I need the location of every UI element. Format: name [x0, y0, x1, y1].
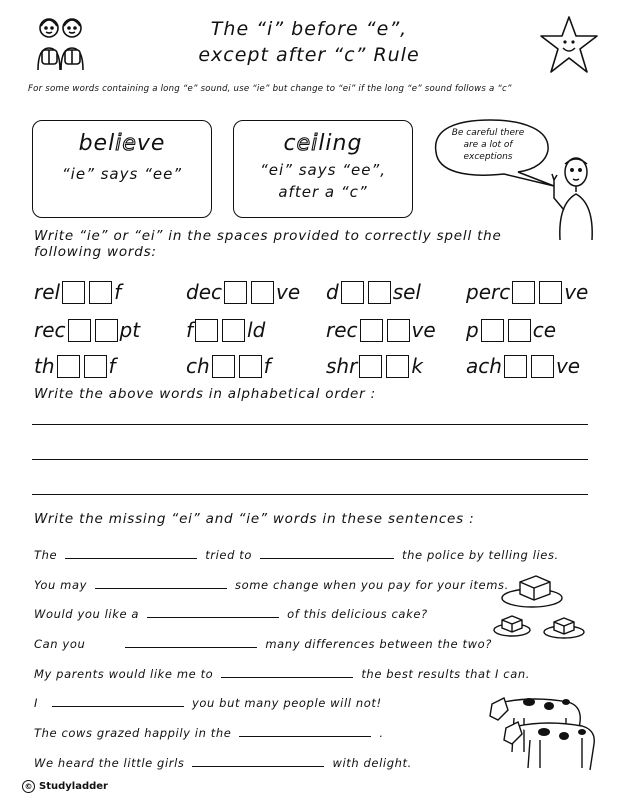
letter-box[interactable]	[195, 319, 218, 342]
example-word-ceiling	[234, 131, 412, 156]
word-item	[466, 314, 556, 342]
bubble-line: are a lot of	[463, 140, 513, 150]
sentence-1	[34, 546, 559, 562]
sentence-4	[34, 635, 492, 651]
answer-blank[interactable]	[95, 576, 227, 589]
word-item	[326, 350, 423, 378]
word-item	[326, 314, 436, 342]
letter-box[interactable]	[387, 319, 410, 342]
letter-box[interactable]	[359, 355, 382, 378]
sentence-text: Would you like a	[34, 607, 140, 621]
instructions-alphabetical: Write the above words in alphabetical order :	[34, 386, 376, 402]
sentence-8	[34, 754, 412, 770]
sentence-text: The	[34, 548, 58, 562]
cake-slices-icon	[488, 568, 594, 652]
letter-box[interactable]	[512, 281, 535, 304]
word-prefix: ch	[186, 354, 210, 378]
letter-box[interactable]	[481, 319, 504, 342]
title-line-1: The “i” before “e”,	[210, 18, 408, 40]
page-title	[0, 16, 618, 68]
word-suffix: ld	[247, 318, 266, 342]
sentence-text: We heard the little girls	[34, 756, 185, 770]
word-suffix: k	[411, 354, 423, 378]
word-suffix: ve	[564, 280, 589, 304]
letter-box[interactable]	[57, 355, 80, 378]
word-suffix: ce	[532, 318, 557, 342]
man-pointing-icon	[546, 152, 606, 242]
word-suffix: ve	[411, 318, 436, 342]
answer-blank[interactable]	[125, 635, 257, 648]
word-suffix: f	[108, 354, 116, 378]
word-prefix: shr	[326, 354, 358, 378]
sentence-6	[34, 694, 382, 710]
sentence-text: of this delicious cake?	[287, 607, 428, 621]
answer-line[interactable]	[32, 424, 588, 425]
word-prefix: ach	[466, 354, 502, 378]
letter-box[interactable]	[531, 355, 554, 378]
sentence-text: the best results that I can.	[361, 667, 530, 681]
cows-icon	[474, 688, 602, 772]
letter-box[interactable]	[386, 355, 409, 378]
sentence-5	[34, 665, 530, 681]
word-prefix: f	[186, 318, 194, 342]
bubble-line: Be careful there	[451, 128, 525, 138]
rule-box-believe	[32, 120, 212, 218]
letter-box[interactable]	[239, 355, 262, 378]
sentence-text: some change when you pay for your items.	[235, 578, 509, 592]
letter-box[interactable]	[222, 319, 245, 342]
sentence-text: .	[379, 726, 384, 740]
word-item	[466, 350, 580, 378]
letter-box[interactable]	[251, 281, 274, 304]
word-prefix: p	[466, 318, 479, 342]
word-part: ve	[136, 131, 166, 156]
word-prefix: perc	[466, 280, 511, 304]
word-item	[186, 276, 300, 304]
sentence-7	[34, 724, 384, 740]
letter-box[interactable]	[341, 281, 364, 304]
word-part: c	[283, 131, 297, 156]
instructions-sentences: Write the missing “ei” and “ie” words in these sentences :	[34, 511, 475, 527]
word-suffix: sel	[392, 280, 421, 304]
word-item	[34, 276, 121, 304]
smiling-star-icon	[538, 14, 600, 76]
sentence-text: You may	[34, 578, 87, 592]
word-highlight: ie	[115, 131, 137, 156]
word-prefix: rel	[34, 280, 61, 304]
letter-box[interactable]	[508, 319, 531, 342]
bubble-line: exceptions	[463, 152, 513, 162]
word-item	[326, 276, 421, 304]
answer-blank[interactable]	[239, 724, 371, 737]
answer-line[interactable]	[32, 459, 588, 460]
rule-caption: “ie” says “ee”	[61, 165, 183, 183]
sentence-text: with delight.	[332, 756, 412, 770]
sentence-3	[34, 605, 428, 621]
answer-blank[interactable]	[221, 665, 353, 678]
instruction-line: Write “ie” or “ei” in the spaces provided to correctly spell the	[34, 228, 502, 244]
word-prefix: th	[34, 354, 55, 378]
answer-blank[interactable]	[192, 754, 324, 767]
word-suffix: ve	[555, 354, 581, 378]
letter-box[interactable]	[224, 281, 247, 304]
word-part: bel	[78, 131, 116, 156]
rule-box-ceiling	[233, 120, 413, 218]
word-prefix: rec	[326, 318, 358, 342]
instructions-fill-blanks	[34, 228, 502, 260]
letter-box[interactable]	[539, 281, 562, 304]
sentence-text: tried to	[205, 548, 253, 562]
instruction-line: following words:	[34, 244, 157, 260]
answer-blank[interactable]	[52, 694, 184, 707]
sentence-text: the police by telling lies.	[402, 548, 559, 562]
footer-brand	[22, 780, 108, 793]
sentence-2	[34, 576, 509, 592]
rule-caption-2: after a “c”	[278, 183, 368, 201]
sentence-text: My parents would like me to	[34, 667, 214, 681]
sentence-text: you but many people will not!	[192, 696, 382, 710]
letter-box[interactable]	[95, 319, 118, 342]
word-suffix: pt	[119, 318, 141, 342]
intro-text: For some words containing a long “e” sound, use “ie” but change to “ei” if the long “e” sound follows a “c”	[28, 84, 512, 94]
letter-box[interactable]	[212, 355, 235, 378]
word-item	[34, 314, 140, 342]
word-prefix: rec	[34, 318, 66, 342]
word-suffix: ve	[276, 280, 301, 304]
brand-name: Studyladder	[39, 781, 108, 792]
word-prefix: d	[326, 280, 339, 304]
sentence-text: Can you	[34, 637, 86, 651]
sentence-text: many differences between the two?	[265, 637, 492, 651]
word-item	[186, 350, 271, 378]
letter-box[interactable]	[368, 281, 391, 304]
word-item	[466, 276, 588, 304]
word-highlight: ei	[296, 131, 319, 156]
answer-blank[interactable]	[147, 605, 279, 618]
letter-box[interactable]	[62, 281, 85, 304]
word-suffix: f	[114, 280, 122, 304]
answer-line[interactable]	[32, 494, 588, 495]
letter-box[interactable]	[360, 319, 383, 342]
sentence-text: I	[34, 696, 38, 710]
letter-box[interactable]	[89, 281, 112, 304]
rule-caption-1: “ei” says “ee”,	[260, 161, 386, 179]
letter-box[interactable]	[504, 355, 527, 378]
letter-box[interactable]	[84, 355, 107, 378]
letter-box[interactable]	[68, 319, 91, 342]
title-line-2: except after “c” Rule	[198, 44, 420, 66]
sentence-text: The cows grazed happily in the	[34, 726, 232, 740]
word-item	[34, 350, 116, 378]
word-prefix: dec	[186, 280, 222, 304]
copyright-symbol: ©	[22, 780, 35, 793]
word-suffix: f	[263, 354, 271, 378]
word-item	[186, 314, 265, 342]
answer-blank[interactable]	[260, 546, 394, 559]
answer-blank[interactable]	[65, 546, 197, 559]
example-word-believe	[33, 131, 211, 156]
speech-bubble-text	[438, 127, 538, 163]
word-part: ling	[318, 131, 363, 156]
